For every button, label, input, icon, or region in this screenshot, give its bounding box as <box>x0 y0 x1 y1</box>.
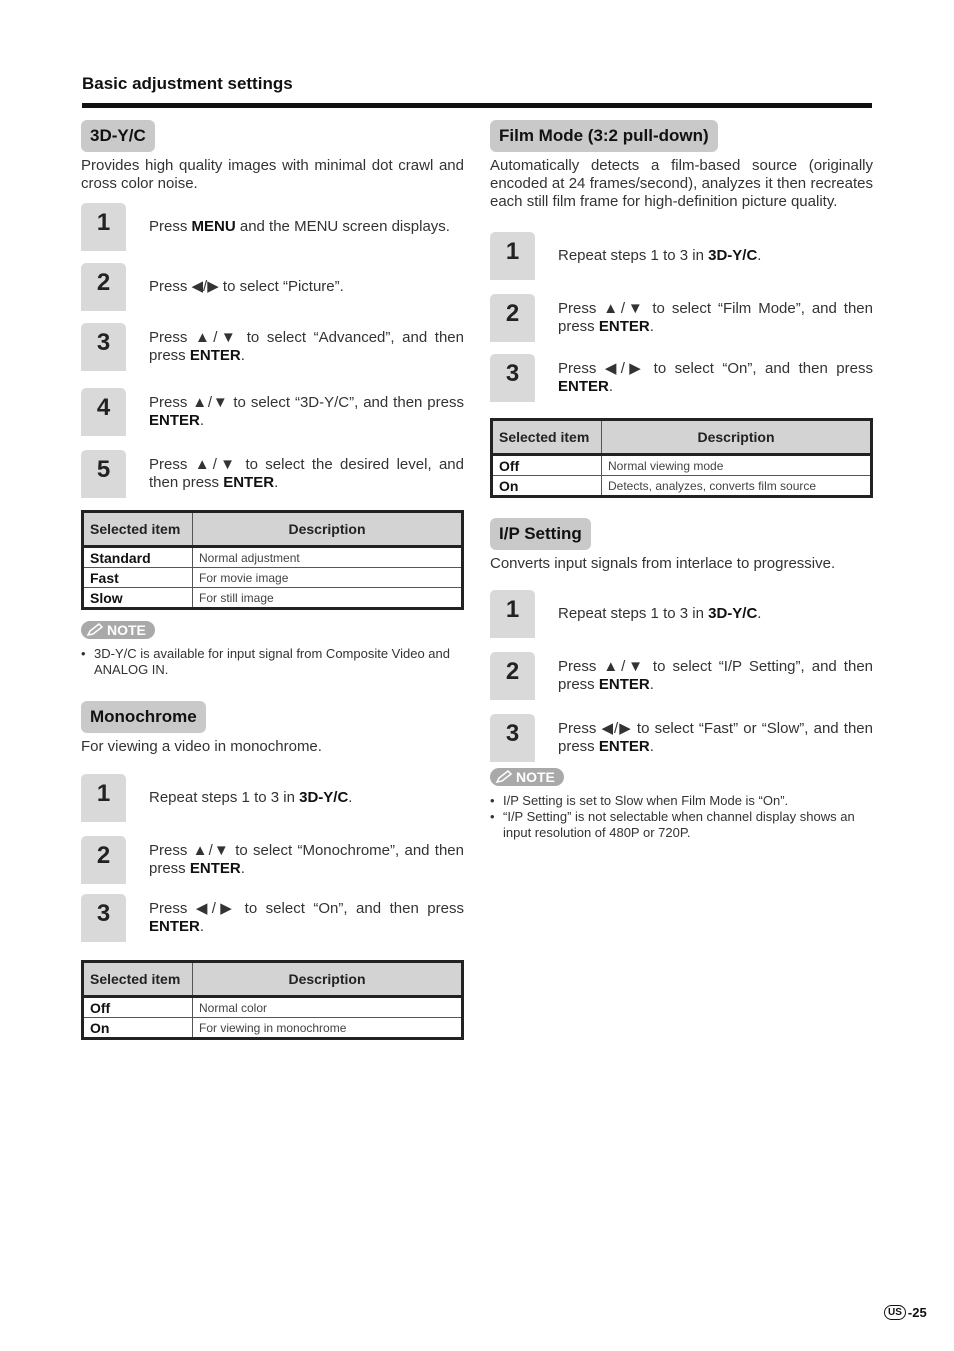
step-text: Press ▲/▼ to select “I/P Setting”, and then press ENTER. <box>558 658 873 693</box>
step-list <box>490 590 873 762</box>
step <box>81 450 464 498</box>
step-number: 5 <box>81 450 126 498</box>
step-text: Repeat steps 1 to 3 in 3D-Y/C. <box>149 789 353 806</box>
step-number: 2 <box>81 263 126 311</box>
step-text: Press ◀/▶ to select “Picture”. <box>149 278 344 295</box>
page-header: Basic adjustment settings <box>82 74 293 93</box>
note-item: • “I/P Setting” is not selectable when channel display shows an input resolution of 480P or 720P. <box>490 809 873 841</box>
step-number: 3 <box>490 354 535 402</box>
settings-table <box>81 510 464 610</box>
table-row <box>492 476 872 497</box>
item-description: Normal adjustment <box>193 547 463 568</box>
step <box>490 590 873 638</box>
section-title: Film Mode (3:2 pull-down) <box>490 120 718 152</box>
section-3d-yc <box>81 120 464 678</box>
item-name: On <box>83 1018 193 1039</box>
step-number: 3 <box>490 714 535 762</box>
section-monochrome <box>81 701 464 1040</box>
item-name: Standard <box>83 547 193 568</box>
step <box>81 203 464 251</box>
note-item: • I/P Setting is set to Slow when Film Mode is “On”. <box>490 793 873 809</box>
step-number: 3 <box>81 323 126 371</box>
column-header: Selected item <box>83 962 193 997</box>
step-number: 1 <box>490 590 535 638</box>
table-header-row <box>83 512 463 547</box>
pencil-icon <box>495 770 513 784</box>
note-label: NOTE <box>107 622 146 638</box>
section-ip-setting <box>490 518 873 841</box>
settings-table <box>490 418 873 498</box>
item-description: For still image <box>193 588 463 609</box>
table-row <box>83 997 463 1018</box>
step <box>81 263 464 311</box>
table-row <box>83 1018 463 1039</box>
item-name: On <box>492 476 602 497</box>
step-text: Repeat steps 1 to 3 in 3D-Y/C. <box>558 605 762 622</box>
item-description: For movie image <box>193 568 463 588</box>
step-text: Press ▲/▼ to select the desired level, and then press ENTER. <box>149 456 464 491</box>
step-text: Press MENU and the MENU screen displays. <box>149 218 450 235</box>
step-number: 1 <box>490 232 535 280</box>
section-description: Automatically detects a film-based source (originally encoded at 24 frames/second), analyzes it then recreates each still film frame for high-definition picture quality. <box>490 157 873 210</box>
right-column <box>490 120 873 841</box>
region-badge: US <box>884 1305 906 1320</box>
item-description: Detects, analyzes, converts film source <box>602 476 872 497</box>
step <box>490 652 873 700</box>
column-header: Description <box>193 512 463 547</box>
step-list <box>81 203 464 498</box>
section-title: I/P Setting <box>490 518 591 550</box>
step <box>81 323 464 371</box>
section-title: Monochrome <box>81 701 206 733</box>
section-title: 3D-Y/C <box>81 120 155 152</box>
table-row <box>83 547 463 568</box>
item-name: Fast <box>83 568 193 588</box>
table-row <box>83 588 463 609</box>
step-text: Press ◀/▶ to select “On”, and then press ENTER. <box>149 900 464 935</box>
item-name: Off <box>492 455 602 476</box>
item-description: Normal color <box>193 997 463 1018</box>
pencil-icon <box>86 623 104 637</box>
step <box>490 354 873 402</box>
step-text: Press ▲/▼ to select “Film Mode”, and then press ENTER. <box>558 300 873 335</box>
note-list <box>81 646 464 678</box>
table-row <box>83 568 463 588</box>
section-film-mode <box>490 120 873 498</box>
settings-table <box>81 960 464 1040</box>
section-description: For viewing a video in monochrome. <box>81 738 322 755</box>
page-number <box>884 1305 927 1320</box>
step <box>490 714 873 762</box>
left-column <box>81 120 464 1040</box>
table-row <box>492 455 872 476</box>
step-number: 1 <box>81 203 126 251</box>
step-text: Press ◀/▶ to select “Fast” or “Slow”, and then press ENTER. <box>558 720 873 755</box>
column-header: Description <box>602 420 872 455</box>
step-number: 2 <box>490 652 535 700</box>
step <box>81 836 464 884</box>
step-text: Press ▲/▼ to select “Monochrome”, and then press ENTER. <box>149 842 464 877</box>
step-number: 3 <box>81 894 126 942</box>
step-text: Press ▲/▼ to select “Advanced”, and then press ENTER. <box>149 329 464 364</box>
table-header-row <box>83 962 463 997</box>
table-header-row <box>492 420 872 455</box>
step-list <box>490 232 873 402</box>
item-description: For viewing in monochrome <box>193 1018 463 1039</box>
step <box>81 774 464 822</box>
note-label: NOTE <box>516 769 555 785</box>
note-badge <box>81 621 155 639</box>
step-number: 2 <box>490 294 535 342</box>
note-item: • 3D-Y/C is available for input signal from Composite Video and ANALOG IN. <box>81 646 464 678</box>
column-header: Description <box>193 962 463 997</box>
item-name: Off <box>83 997 193 1018</box>
step <box>490 232 873 280</box>
step-text: Press ◀/▶ to select “On”, and then press ENTER. <box>558 360 873 395</box>
step-list <box>81 774 464 942</box>
step-number: 1 <box>81 774 126 822</box>
header-rule <box>82 103 872 108</box>
step-text: Press ▲/▼ to select “3D-Y/C”, and then press ENTER. <box>149 394 464 429</box>
step <box>81 388 464 436</box>
section-description: Provides high quality images with minimal dot crawl and cross color noise. <box>81 157 464 192</box>
column-header: Selected item <box>83 512 193 547</box>
step <box>81 894 464 942</box>
step-number: 4 <box>81 388 126 436</box>
item-name: Slow <box>83 588 193 609</box>
step <box>490 294 873 342</box>
step-text: Repeat steps 1 to 3 in 3D-Y/C. <box>558 247 762 264</box>
section-description: Converts input signals from interlace to progressive. <box>490 555 836 572</box>
page-number-text: -25 <box>907 1305 927 1320</box>
note-list <box>490 793 873 841</box>
column-header: Selected item <box>492 420 602 455</box>
item-description: Normal viewing mode <box>602 455 872 476</box>
note-badge <box>490 768 564 786</box>
step-number: 2 <box>81 836 126 884</box>
